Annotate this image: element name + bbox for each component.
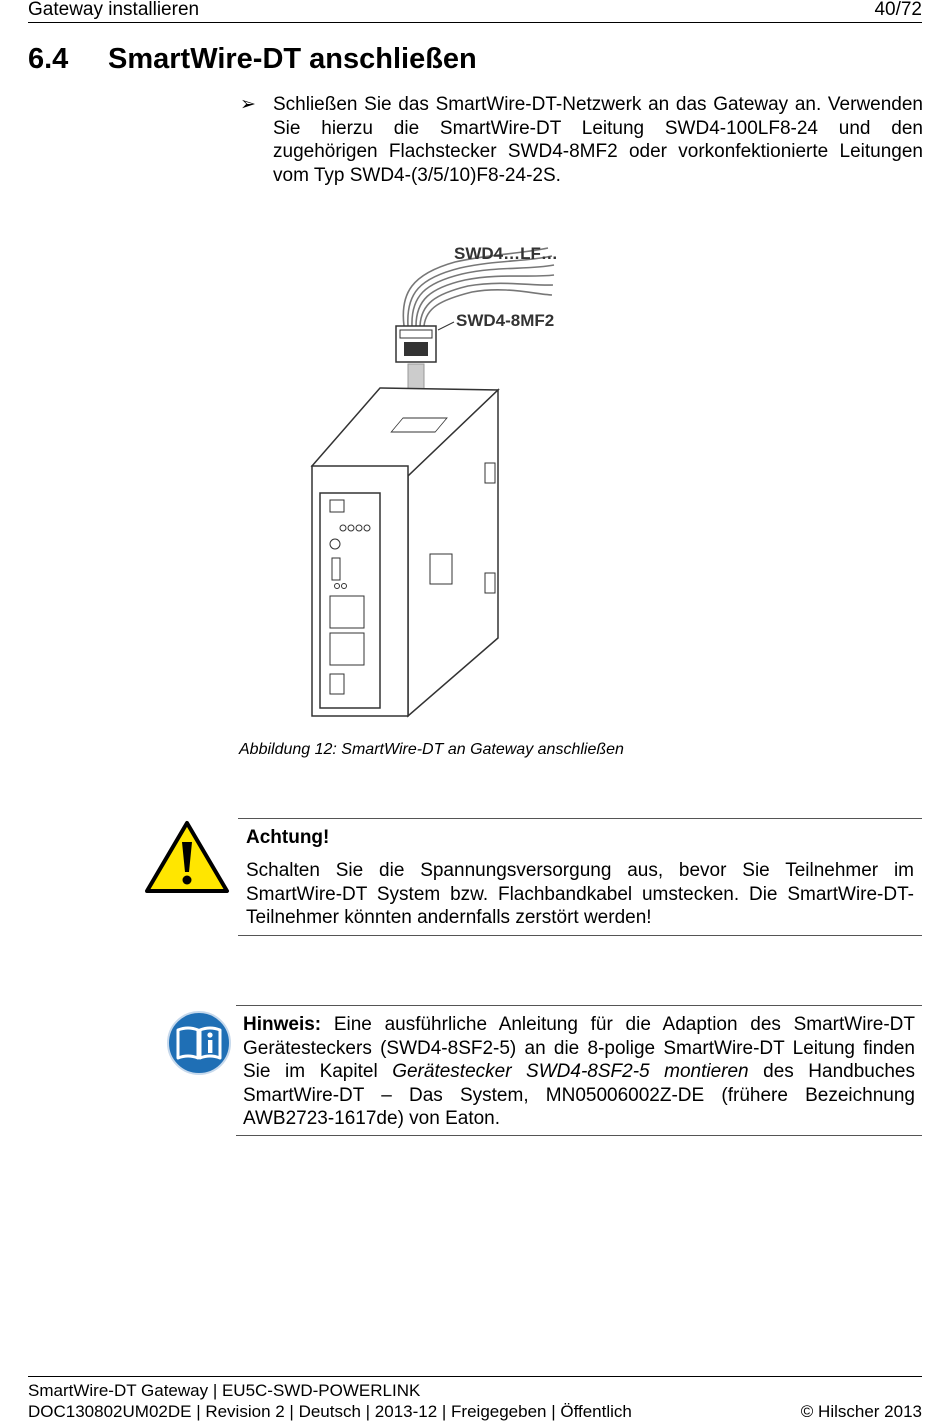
- arrow-bullet-icon: ➢: [240, 94, 256, 115]
- footer-doc-line: [28, 1401, 922, 1422]
- warning-triangle-icon: [144, 820, 230, 894]
- figure-caption: Abbildung 12: SmartWire-DT an Gateway anschließen: [239, 741, 624, 758]
- label-plug: SWD4-8MF2: [456, 311, 555, 330]
- footer-document-info: DOC130802UM02DE | Revision 2 | Deutsch | 2013-12 | Freigegeben | Öffentlich: [28, 1402, 632, 1421]
- page-number: 40/72: [874, 0, 922, 20]
- gateway-illustration: [290, 238, 570, 724]
- note-label: Hinweis:: [243, 1014, 322, 1035]
- manual-info-icon: [166, 1010, 232, 1076]
- section-number: 6.4: [28, 43, 69, 75]
- label-cable: SWD4…LF…: [454, 244, 558, 263]
- note-box: [236, 1005, 922, 1136]
- instruction-text: Schließen Sie das SmartWire-DT-Netzwerk an das Gateway an. Verwenden Sie hierzu die SmartWire-DT Leitung SWD4-100LF8-24 und den zugehörigen Flachstecker SWD4-8MF2 oder vorkonfektionierte Leitungen vom Typ SWD4-(3/5/10)F8-24-2S.: [273, 94, 923, 186]
- note-text-part1: Eine ausführliche Anleitung für die Adaption des SmartWire-DT Gerätesteckers (SWD4-8SF2-5) an die 8-polige SmartWire-DT Leitung finden Sie im Kapitel: [243, 1014, 915, 1082]
- note-text: [243, 1013, 915, 1131]
- flat-plug-illustration: [396, 326, 436, 362]
- warning-box: [238, 818, 922, 936]
- page-header: [28, 0, 922, 23]
- chapter-title: Gateway installieren: [28, 0, 200, 20]
- footer-product: SmartWire-DT Gateway | EU5C-SWD-POWERLINK: [28, 1381, 421, 1400]
- note-chapter-reference: Gerätestecker SWD4-8SF2-5 montieren: [392, 1061, 749, 1082]
- footer-copyright: © Hilscher 2013: [800, 1402, 922, 1421]
- page-footer: [28, 1376, 922, 1422]
- instruction-item: [240, 93, 923, 187]
- section-heading: [28, 42, 477, 76]
- section-title: SmartWire-DT anschließen: [108, 43, 477, 75]
- gateway-device-illustration: [312, 388, 498, 716]
- warning-text: Schalten Sie die Spannungsversorgung aus, bevor Sie Teilnehmer im SmartWire-DT System bzw. Flachbandkabel umstecken. Die SmartWire-DT-Teilnehmer könnten andernfalls zerstört werden!: [246, 860, 914, 928]
- warning-title: Achtung!: [246, 827, 330, 848]
- note-text-part2: des Handbuches SmartWire-DT – Das System, MN05006002Z-DE (frühere Bezeichnung AWB2723-1617de) von Eaton.: [243, 1061, 915, 1129]
